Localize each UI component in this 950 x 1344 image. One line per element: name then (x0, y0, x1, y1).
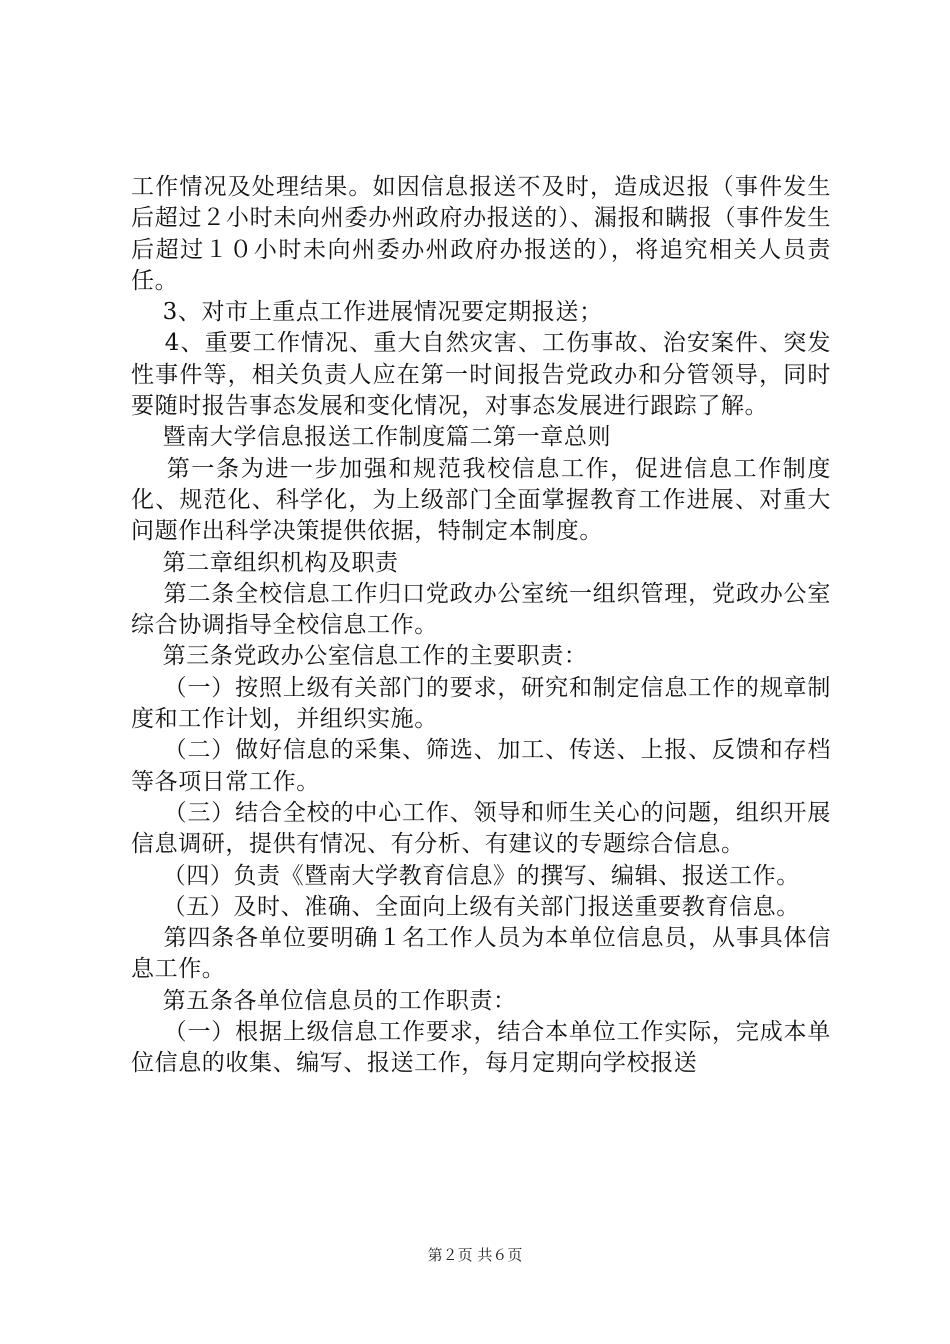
list-item: （一）按照上级有关部门的要求，研究和制定信息工作的规章制度和工作计划，并组织实施。 (131, 674, 831, 733)
document-body (131, 172, 831, 1080)
list-item: （五）及时、准确、全面向上级有关部门报送重要教育信息。 (131, 893, 800, 920)
paragraph: 3、对市上重点工作进展情况要定期报送； (131, 299, 603, 326)
page-footer: 第２页 共６页 (427, 1246, 523, 1264)
paragraph: 第四条各单位要明确１名工作人员为本单位信息员，从事具体信息工作。 (131, 925, 831, 983)
list-item: （四）负责《暨南大学教育信息》的撰写、编辑、报送工作。 (131, 862, 800, 889)
paragraph: 第二条全校信息工作归口党政办公室统一组织管理，党政办公室综合协调指导全校信息工作。 (131, 580, 831, 639)
list-item: （二）做好信息的采集、筛选、加工、传送、上报、反馈和存档等各项日常工作。 (131, 737, 831, 795)
paragraph: 4、重要工作情况、重大自然灾害、工伤事故、治安案件、突发性事件等，相关负责人应在第一时间报告党政办和分管领导，同时要随时报告事态发展和变化情况，对事态发展进行跟踪了解。 (131, 330, 831, 420)
paragraph: 第一条为进一步加强和规范我校信息工作，促进信息工作制度化、规范化、科学化，为上级部门全面掌握教育工作进展、对重大问题作出科学决策提供依据，特制定本制度。 (131, 455, 831, 545)
paragraph: 第五条各单位信息员的工作职责： (131, 987, 517, 1014)
paragraph: 第三条党政办公室信息工作的主要职责： (131, 643, 588, 670)
list-item: （三）结合全校的中心工作、领导和师生关心的问题，组织开展信息调研，提供有情况、有分析、有建议的专题综合信息。 (131, 799, 831, 858)
paragraph: 工作情况及处理结果。如因信息报送不及时，造成迟报（事件发生后超过２小时未向州委办州政府办报送的）、漏报和瞒报（事件发生后超过１０小时未向州委办州政府办报送的），将追究相关人员责任。 (131, 174, 831, 294)
list-item: （一）根据上级信息工作要求，结合本单位工作实际，完成本单位信息的收集、编写、报送工作，每月定期向学校报送 (131, 1019, 831, 1077)
section-heading: 第二章组织机构及职责 (131, 549, 399, 576)
section-heading: 暨南大学信息报送工作制度篇二第一章总则 (131, 424, 612, 451)
